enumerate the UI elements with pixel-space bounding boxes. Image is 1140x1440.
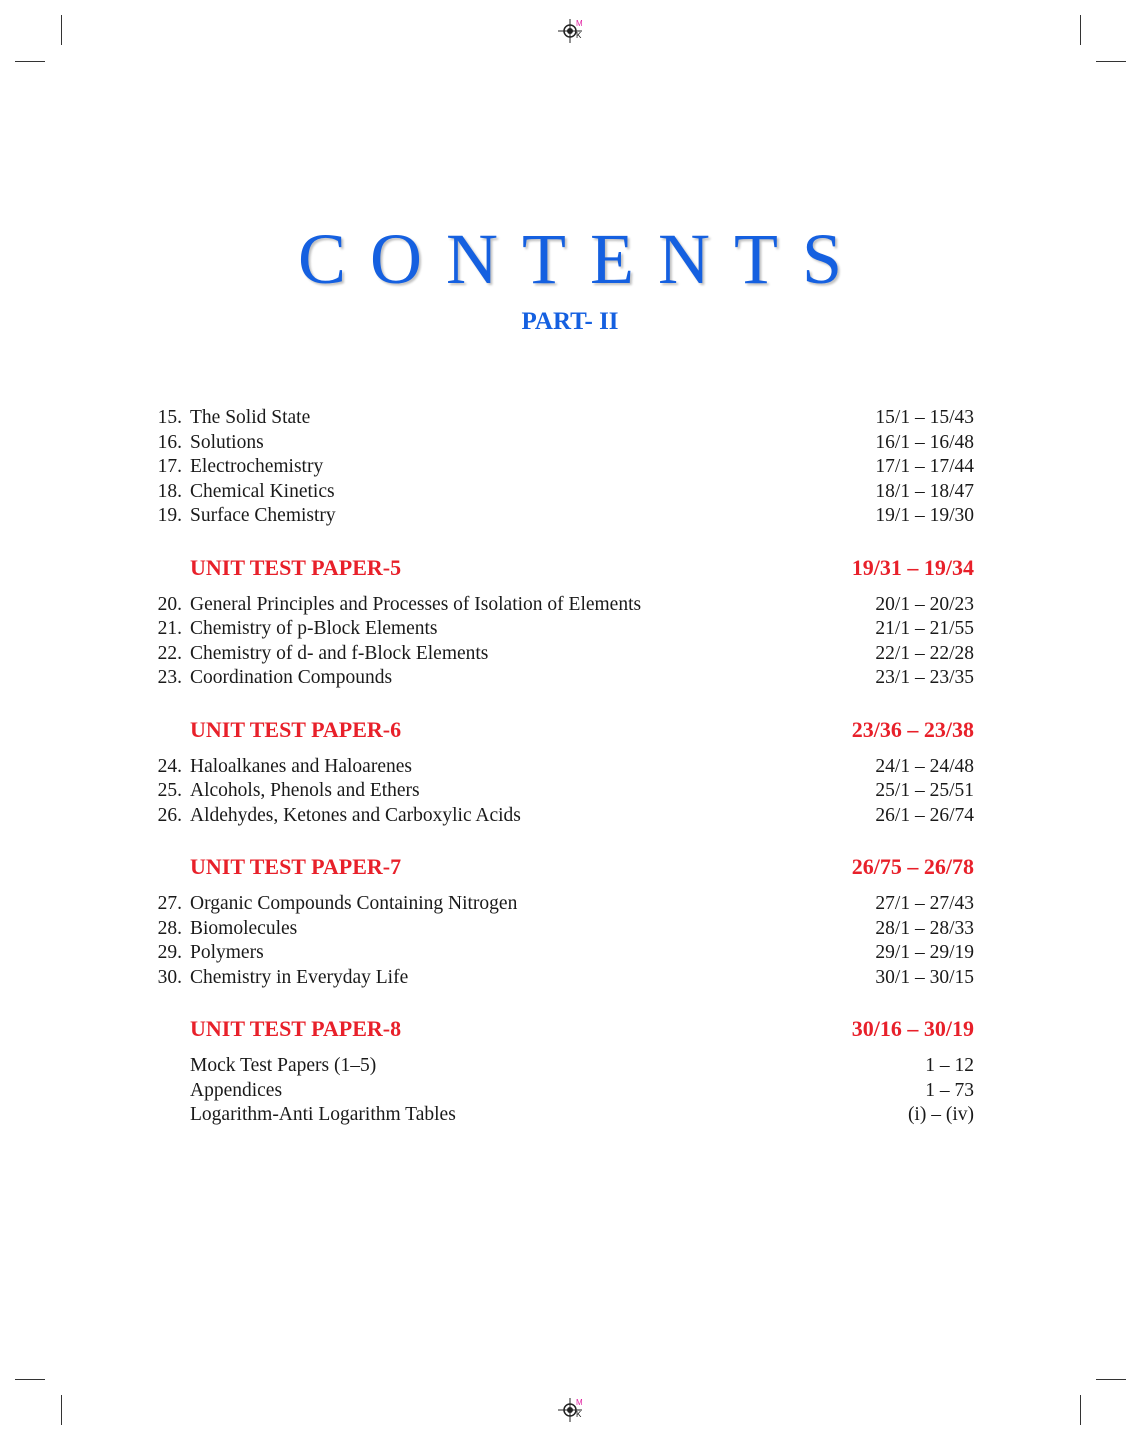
chapter-pages: 26/1 – 26/74 bbox=[875, 804, 974, 826]
chapter-title: Biomolecules bbox=[190, 917, 298, 939]
chapter-number: 19. bbox=[157, 505, 182, 526]
crop-mark bbox=[1096, 61, 1126, 62]
registration-k-label: K bbox=[576, 31, 582, 40]
toc-entry[interactable] bbox=[148, 642, 974, 667]
chapter-number: 28. bbox=[157, 917, 182, 939]
chapter-pages: 28/1 – 28/33 bbox=[875, 917, 974, 939]
unit-test-pages: 19/31 – 19/34 bbox=[851, 554, 974, 580]
chapter-title: Solutions bbox=[190, 431, 264, 453]
chapter-pages: 19/1 – 19/30 bbox=[875, 505, 974, 526]
toc-entry[interactable] bbox=[148, 1079, 974, 1104]
page-subtitle: PART- II bbox=[521, 308, 619, 335]
toc-entry[interactable] bbox=[148, 455, 974, 480]
chapter-number: 24. bbox=[157, 755, 182, 777]
chapter-number: 17. bbox=[157, 456, 182, 477]
chapter-number: 16. bbox=[157, 431, 182, 453]
chapter-pages: 15/1 – 15/43 bbox=[875, 407, 974, 428]
appendix-pages: (i) – (iv) bbox=[907, 1104, 974, 1125]
chapter-title: Electrochemistry bbox=[190, 456, 324, 477]
chapter-pages: 16/1 – 16/48 bbox=[875, 431, 974, 453]
unit-test-entry[interactable] bbox=[148, 1014, 974, 1044]
chapter-number: 30. bbox=[157, 966, 182, 988]
chapter-title: Polymers bbox=[190, 942, 264, 963]
chapter-number: 25. bbox=[157, 780, 182, 801]
chapter-title: Chemistry of d- and f-Block Elements bbox=[190, 642, 489, 664]
unit-test-title: UNIT TEST PAPER-8 bbox=[190, 1016, 402, 1041]
page-title: CONTENTS bbox=[298, 219, 866, 299]
crop-mark bbox=[61, 15, 62, 45]
chapter-pages: 21/1 – 21/55 bbox=[875, 618, 974, 639]
chapter-number: 20. bbox=[157, 593, 182, 615]
chapter-pages: 29/1 – 29/19 bbox=[875, 942, 974, 963]
chapter-number: 26. bbox=[157, 804, 182, 826]
toc-entry[interactable] bbox=[148, 779, 974, 804]
chapter-pages: 18/1 – 18/47 bbox=[875, 480, 974, 502]
chapter-number: 15. bbox=[157, 407, 182, 428]
chapter-title: General Principles and Processes of Isolation of Elements bbox=[190, 593, 642, 615]
chapter-pages: 20/1 – 20/23 bbox=[875, 593, 974, 615]
chapter-number: 27. bbox=[157, 893, 182, 914]
registration-k-label: K bbox=[576, 1410, 582, 1419]
crop-mark bbox=[1096, 1379, 1126, 1380]
chapter-number: 22. bbox=[157, 642, 182, 664]
chapter-pages: 25/1 – 25/51 bbox=[875, 780, 974, 801]
toc-entry[interactable] bbox=[148, 480, 974, 505]
toc-entry[interactable] bbox=[148, 504, 974, 529]
toc-entry[interactable] bbox=[148, 406, 974, 431]
chapter-title: Haloalkanes and Haloarenes bbox=[190, 755, 412, 777]
unit-test-pages: 23/36 – 23/38 bbox=[851, 716, 974, 742]
appendix-title: Appendices bbox=[190, 1079, 283, 1101]
crop-mark bbox=[1080, 1395, 1081, 1425]
unit-test-pages: 30/16 – 30/19 bbox=[851, 1016, 974, 1041]
chapter-pages: 27/1 – 27/43 bbox=[875, 893, 974, 914]
crop-mark bbox=[15, 1379, 45, 1380]
chapter-title: Chemistry in Everyday Life bbox=[190, 966, 409, 988]
chapter-number: 23. bbox=[157, 667, 182, 688]
registration-m-label: M bbox=[576, 19, 583, 28]
chapter-title: Chemistry of p-Block Elements bbox=[190, 618, 438, 639]
toc-entry[interactable] bbox=[148, 892, 974, 917]
chapter-title: Aldehydes, Ketones and Carboxylic Acids bbox=[190, 804, 521, 826]
unit-test-title: UNIT TEST PAPER-5 bbox=[190, 554, 402, 580]
unit-test-entry[interactable] bbox=[148, 852, 974, 882]
chapter-pages: 24/1 – 24/48 bbox=[875, 755, 974, 777]
chapter-number: 29. bbox=[157, 942, 182, 963]
toc-entry[interactable] bbox=[148, 431, 974, 456]
crop-mark bbox=[1080, 15, 1081, 45]
chapter-title: Coordination Compounds bbox=[190, 667, 393, 688]
toc-entry[interactable] bbox=[148, 966, 974, 991]
registration-m-label: M bbox=[576, 1398, 583, 1407]
table-of-contents bbox=[148, 406, 974, 1128]
crop-mark bbox=[15, 61, 45, 62]
crop-mark bbox=[61, 1395, 62, 1425]
appendix-pages: 1 – 73 bbox=[925, 1079, 974, 1101]
chapter-number: 18. bbox=[157, 480, 182, 502]
toc-entry[interactable] bbox=[148, 755, 974, 780]
toc-entry[interactable] bbox=[148, 1054, 974, 1079]
chapter-pages: 22/1 – 22/28 bbox=[875, 642, 974, 664]
toc-entry[interactable] bbox=[148, 617, 974, 642]
unit-test-entry[interactable] bbox=[148, 715, 974, 745]
toc-entry[interactable] bbox=[148, 917, 974, 942]
toc-entry[interactable] bbox=[148, 941, 974, 966]
chapter-pages: 17/1 – 17/44 bbox=[875, 456, 974, 477]
chapter-title: The Solid State bbox=[190, 407, 311, 428]
unit-test-entry[interactable] bbox=[148, 553, 974, 583]
chapter-number: 21. bbox=[157, 618, 182, 639]
toc-entry[interactable] bbox=[148, 1103, 974, 1128]
chapter-pages: 23/1 – 23/35 bbox=[875, 667, 974, 688]
appendix-title: Mock Test Papers (1–5) bbox=[190, 1055, 377, 1076]
chapter-pages: 30/1 – 30/15 bbox=[875, 966, 974, 988]
unit-test-title: UNIT TEST PAPER-7 bbox=[190, 854, 402, 879]
chapter-title: Chemical Kinetics bbox=[190, 480, 335, 502]
chapter-title: Surface Chemistry bbox=[190, 505, 336, 526]
appendix-title: Logarithm-Anti Logarithm Tables bbox=[190, 1104, 456, 1125]
appendix-pages: 1 – 12 bbox=[925, 1055, 974, 1076]
chapter-title: Alcohols, Phenols and Ethers bbox=[190, 780, 420, 801]
toc-entry[interactable] bbox=[148, 804, 974, 829]
unit-test-title: UNIT TEST PAPER-6 bbox=[190, 716, 402, 742]
toc-entry[interactable] bbox=[148, 666, 974, 691]
unit-test-pages: 26/75 – 26/78 bbox=[851, 854, 974, 879]
toc-entry[interactable] bbox=[148, 593, 974, 618]
chapter-title: Organic Compounds Containing Nitrogen bbox=[190, 893, 518, 914]
